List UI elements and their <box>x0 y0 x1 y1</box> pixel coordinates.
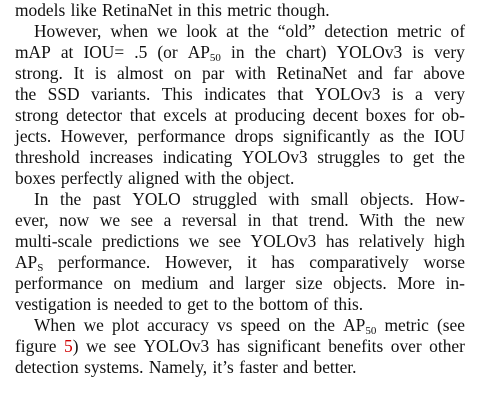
word: In <box>34 189 49 209</box>
word: mAP <box>15 42 51 62</box>
paper-text-column <box>15 0 465 378</box>
text-line <box>15 252 465 273</box>
word: producing <box>234 105 306 125</box>
word: at <box>226 21 239 41</box>
word: jects. <box>15 126 52 146</box>
word: SSD <box>47 84 80 104</box>
text-line <box>15 189 465 210</box>
word: as <box>379 126 394 146</box>
word: the <box>403 126 425 146</box>
text-line: vestigation is needed to get to the bottom of this. <box>15 294 364 314</box>
word: over <box>390 336 422 356</box>
word: strong. <box>15 63 63 83</box>
word: YOLOv3 <box>143 336 210 356</box>
word: that <box>277 84 304 104</box>
text-line <box>15 21 465 42</box>
word: 5) <box>64 336 79 356</box>
word: indicates <box>204 84 266 104</box>
word: in <box>230 42 245 62</box>
word: accuracy <box>147 315 209 335</box>
word: we <box>99 210 121 230</box>
word: “old” <box>277 21 316 41</box>
word: More <box>397 273 435 293</box>
word: very <box>433 42 465 62</box>
word: YOLO <box>132 189 181 209</box>
word: significant <box>247 336 321 356</box>
word: we <box>156 21 178 41</box>
word: we <box>188 231 210 251</box>
word: ever, <box>15 210 49 230</box>
word: the <box>60 189 82 209</box>
word: and <box>357 63 383 83</box>
word: new <box>435 210 465 230</box>
word: is <box>391 84 404 104</box>
word: the <box>404 210 426 230</box>
word: predictions <box>101 231 180 251</box>
word: strong <box>15 105 59 125</box>
word: worse <box>423 252 465 272</box>
paragraph <box>15 315 465 378</box>
word: and <box>209 273 235 293</box>
word: trend. <box>308 210 349 230</box>
word: that <box>271 210 298 230</box>
paragraph <box>15 189 465 315</box>
word: metric <box>397 21 442 41</box>
word: is <box>94 63 107 83</box>
word: variants. <box>90 84 151 104</box>
word: with <box>268 189 300 209</box>
word: With <box>359 210 394 230</box>
word: for <box>413 105 435 125</box>
word: excels <box>163 105 207 125</box>
word: indicating <box>162 147 233 167</box>
word: on <box>288 315 306 335</box>
word: struggles <box>317 147 381 167</box>
word: has <box>325 231 350 251</box>
subscript: 50 <box>209 52 221 64</box>
word: medium <box>141 273 199 293</box>
word: of <box>450 21 465 41</box>
word: drops <box>234 126 274 146</box>
word: a <box>414 84 423 104</box>
word: struggled <box>192 189 257 209</box>
word: YOLOv3 <box>241 147 308 167</box>
text-line <box>15 210 465 231</box>
paragraph <box>15 21 465 189</box>
word: now <box>59 210 90 230</box>
word: other <box>429 336 465 356</box>
word: IOU= <box>83 42 125 62</box>
word: high <box>433 231 465 251</box>
word: above <box>423 63 465 83</box>
word: larger <box>244 273 285 293</box>
word: at <box>214 105 227 125</box>
word: ob- <box>441 105 465 125</box>
word: $AP_S$ <box>15 252 44 274</box>
word: we <box>86 336 107 356</box>
word: multi-scale <box>15 231 93 251</box>
word: vs <box>217 315 233 335</box>
word: par <box>202 63 225 83</box>
word: past <box>92 189 121 209</box>
word: is <box>412 42 424 62</box>
word: at <box>60 42 74 62</box>
word: see <box>218 231 241 251</box>
word: However, <box>34 21 102 41</box>
word: see <box>113 336 136 356</box>
word: we <box>83 315 104 335</box>
text-line: models like RetinaNet in this metric though. <box>15 0 330 20</box>
word: IOU <box>434 126 465 146</box>
word: has <box>271 252 295 272</box>
word: the <box>443 147 465 167</box>
word: relatively <box>358 231 425 251</box>
word: benefits <box>328 336 384 356</box>
subscript: 50 <box>365 325 377 337</box>
word: plot <box>112 315 140 335</box>
text-line <box>15 126 465 147</box>
text-line <box>15 315 465 336</box>
word: performance <box>137 126 226 146</box>
word: the <box>247 21 269 41</box>
text-line <box>15 42 465 63</box>
word: far <box>393 63 413 83</box>
word: speed <box>240 315 281 335</box>
word: has <box>216 336 240 356</box>
word: RetinaNet <box>276 63 347 83</box>
word: very <box>434 84 465 104</box>
word: This <box>161 84 193 104</box>
text-line <box>15 147 465 168</box>
word: $AP_{50}$ <box>187 42 221 64</box>
word: when <box>110 21 149 41</box>
word: on <box>174 63 192 83</box>
word: objects. <box>333 273 387 293</box>
word: .5 <box>134 42 148 62</box>
text-line <box>15 63 465 84</box>
word: that <box>129 105 156 125</box>
word: How- <box>425 189 465 209</box>
word: on <box>113 273 131 293</box>
word: metric <box>384 315 429 335</box>
word: performance <box>15 273 103 293</box>
text-line <box>15 231 465 252</box>
word: the <box>15 84 37 104</box>
word: decent <box>312 105 359 125</box>
word: performance. <box>58 252 151 272</box>
word: YOLOv3 <box>336 42 403 62</box>
paragraph <box>15 0 465 21</box>
word: YOLOv3 <box>314 84 381 104</box>
word: in <box>247 210 262 230</box>
word: (see <box>436 315 465 335</box>
word: detection <box>324 21 389 41</box>
word: reversal <box>181 210 238 230</box>
word: significantly <box>282 126 370 146</box>
word: the <box>254 42 276 62</box>
word: comparatively <box>309 252 409 272</box>
word: in- <box>445 273 465 293</box>
word: When <box>34 315 76 335</box>
word: it <box>247 252 257 272</box>
subscript: S <box>37 262 44 274</box>
text-line <box>15 105 465 126</box>
figure-reference-link[interactable]: 5 <box>64 336 73 356</box>
word: It <box>73 63 85 83</box>
word: objects. <box>360 189 414 209</box>
word: small <box>310 189 349 209</box>
word: increases <box>89 147 154 167</box>
word: detector <box>66 105 123 125</box>
word: threshold <box>15 147 80 167</box>
word: to <box>389 147 404 167</box>
word: almost <box>116 63 164 83</box>
word: chart) <box>285 42 327 62</box>
word: size <box>295 273 323 293</box>
text-line: boxes perfectly aligned with the object. <box>15 168 295 188</box>
word: YOLOv3 <box>250 231 317 251</box>
text-line: detection systems. Namely, it’s faster and better. <box>15 357 357 377</box>
word: However, <box>164 252 233 272</box>
word: look <box>186 21 218 41</box>
word: the <box>313 315 336 335</box>
word: get <box>412 147 435 167</box>
text-line <box>15 84 465 105</box>
word: a <box>163 210 172 230</box>
text-line <box>15 336 465 357</box>
text-line <box>15 273 465 294</box>
word: $AP_{50}$ <box>343 315 377 337</box>
word: figure <box>15 336 57 356</box>
word: with <box>234 63 266 83</box>
word: boxes <box>365 105 407 125</box>
word: However, <box>60 126 129 146</box>
word: (or <box>157 42 178 62</box>
word: see <box>130 210 153 230</box>
